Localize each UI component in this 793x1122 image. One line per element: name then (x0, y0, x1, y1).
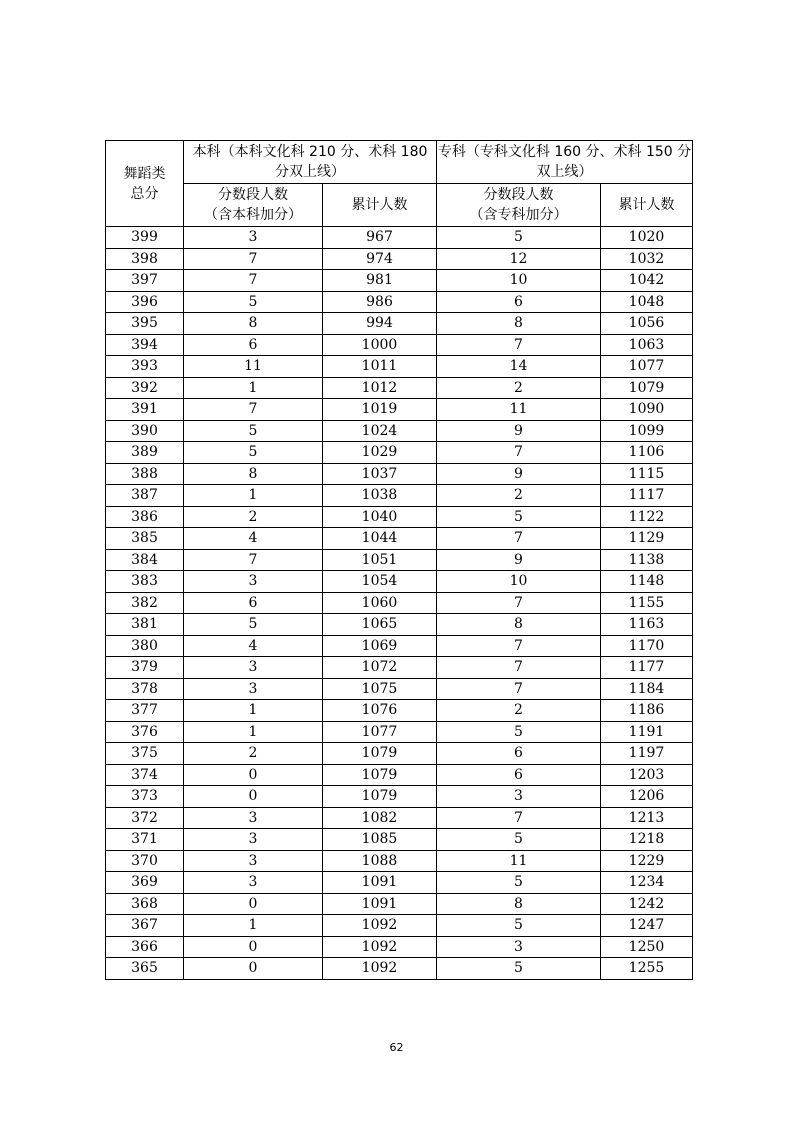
cell-junior-count: 6 (437, 743, 601, 765)
header-undergrad-count: 分数段人数 （含本科加分） (184, 184, 323, 227)
header-row-top (106, 141, 693, 184)
cell-junior-count: 5 (437, 227, 601, 249)
table-row (106, 377, 693, 399)
cell-junior-count: 10 (437, 270, 601, 292)
cell-undergrad-cumulative: 1072 (323, 657, 437, 679)
cell-undergrad-cumulative: 1091 (323, 893, 437, 915)
table-row (106, 291, 693, 313)
cell-undergrad-cumulative: 981 (323, 270, 437, 292)
cell-junior-count: 5 (437, 506, 601, 528)
table-row (106, 399, 693, 421)
cell-junior-cumulative: 1115 (601, 463, 693, 485)
cell-undergrad-cumulative: 1040 (323, 506, 437, 528)
cell-undergrad-count: 11 (184, 356, 323, 378)
cell-score: 379 (106, 657, 184, 679)
cell-undergrad-cumulative: 1079 (323, 743, 437, 765)
cell-score: 380 (106, 635, 184, 657)
cell-undergrad-count: 1 (184, 915, 323, 937)
table-row (106, 958, 693, 980)
cell-undergrad-cumulative: 1092 (323, 936, 437, 958)
header-row-sub (106, 184, 693, 227)
cell-score: 369 (106, 872, 184, 894)
cell-undergrad-cumulative: 1037 (323, 463, 437, 485)
cell-undergrad-count: 1 (184, 700, 323, 722)
table-row (106, 872, 693, 894)
cell-score: 368 (106, 893, 184, 915)
cell-junior-cumulative: 1255 (601, 958, 693, 980)
cell-undergrad-count: 5 (184, 442, 323, 464)
cell-junior-count: 2 (437, 700, 601, 722)
cell-score: 366 (106, 936, 184, 958)
cell-junior-count: 5 (437, 829, 601, 851)
table-row (106, 721, 693, 743)
cell-junior-count: 9 (437, 549, 601, 571)
cell-junior-cumulative: 1122 (601, 506, 693, 528)
cell-undergrad-count: 1 (184, 485, 323, 507)
cell-junior-cumulative: 1090 (601, 399, 693, 421)
cell-undergrad-count: 3 (184, 807, 323, 829)
table-row (106, 678, 693, 700)
cell-score: 387 (106, 485, 184, 507)
cell-junior-cumulative: 1206 (601, 786, 693, 808)
cell-undergrad-count: 1 (184, 377, 323, 399)
table-row (106, 420, 693, 442)
cell-undergrad-cumulative: 1076 (323, 700, 437, 722)
cell-junior-cumulative: 1020 (601, 227, 693, 249)
cell-score: 376 (106, 721, 184, 743)
cell-junior-count: 7 (437, 657, 601, 679)
table-row (106, 571, 693, 593)
cell-junior-count: 9 (437, 463, 601, 485)
cell-undergrad-cumulative: 1075 (323, 678, 437, 700)
cell-undergrad-count: 7 (184, 270, 323, 292)
cell-junior-count: 7 (437, 528, 601, 550)
cell-junior-cumulative: 1032 (601, 248, 693, 270)
cell-junior-cumulative: 1048 (601, 291, 693, 313)
cell-junior-count: 7 (437, 592, 601, 614)
cell-undergrad-count: 3 (184, 678, 323, 700)
cell-undergrad-count: 2 (184, 506, 323, 528)
cell-undergrad-cumulative: 1085 (323, 829, 437, 851)
table-row (106, 248, 693, 270)
cell-undergrad-cumulative: 1088 (323, 850, 437, 872)
cell-score: 386 (106, 506, 184, 528)
table-row (106, 700, 693, 722)
cell-score: 397 (106, 270, 184, 292)
table-row (106, 227, 693, 249)
cell-junior-count: 5 (437, 958, 601, 980)
cell-undergrad-cumulative: 1092 (323, 958, 437, 980)
cell-score: 375 (106, 743, 184, 765)
cell-undergrad-cumulative: 1029 (323, 442, 437, 464)
cell-score: 370 (106, 850, 184, 872)
cell-undergrad-cumulative: 986 (323, 291, 437, 313)
cell-score: 384 (106, 549, 184, 571)
cell-score: 378 (106, 678, 184, 700)
cell-junior-cumulative: 1117 (601, 485, 693, 507)
cell-undergrad-count: 6 (184, 334, 323, 356)
cell-undergrad-count: 5 (184, 420, 323, 442)
table-row (106, 657, 693, 679)
cell-junior-cumulative: 1197 (601, 743, 693, 765)
table-row (106, 936, 693, 958)
cell-undergrad-count: 3 (184, 657, 323, 679)
header-undergrad-cumulative: 累计人数 (323, 184, 437, 227)
cell-undergrad-count: 3 (184, 571, 323, 593)
table-row (106, 850, 693, 872)
cell-undergrad-cumulative: 1077 (323, 721, 437, 743)
cell-junior-cumulative: 1213 (601, 807, 693, 829)
cell-junior-cumulative: 1063 (601, 334, 693, 356)
cell-junior-cumulative: 1042 (601, 270, 693, 292)
cell-junior-cumulative: 1106 (601, 442, 693, 464)
cell-undergrad-count: 7 (184, 399, 323, 421)
cell-junior-count: 7 (437, 678, 601, 700)
cell-undergrad-cumulative: 1091 (323, 872, 437, 894)
cell-junior-cumulative: 1184 (601, 678, 693, 700)
cell-junior-cumulative: 1155 (601, 592, 693, 614)
cell-junior-cumulative: 1148 (601, 571, 693, 593)
cell-score: 396 (106, 291, 184, 313)
cell-junior-count: 5 (437, 872, 601, 894)
cell-score: 399 (106, 227, 184, 249)
cell-junior-count: 7 (437, 334, 601, 356)
cell-junior-cumulative: 1099 (601, 420, 693, 442)
cell-junior-cumulative: 1250 (601, 936, 693, 958)
table-header (106, 141, 693, 227)
table-body (106, 227, 693, 980)
cell-undergrad-cumulative: 1012 (323, 377, 437, 399)
cell-score: 382 (106, 592, 184, 614)
cell-undergrad-cumulative: 1044 (323, 528, 437, 550)
cell-undergrad-count: 6 (184, 592, 323, 614)
cell-undergrad-count: 7 (184, 248, 323, 270)
cell-score: 390 (106, 420, 184, 442)
cell-undergrad-cumulative: 1060 (323, 592, 437, 614)
cell-undergrad-cumulative: 1054 (323, 571, 437, 593)
table-row (106, 549, 693, 571)
cell-undergrad-count: 0 (184, 936, 323, 958)
cell-undergrad-cumulative: 1011 (323, 356, 437, 378)
score-distribution-table (105, 140, 693, 980)
cell-junior-count: 6 (437, 291, 601, 313)
cell-junior-count: 9 (437, 420, 601, 442)
cell-undergrad-count: 8 (184, 463, 323, 485)
cell-undergrad-count: 4 (184, 635, 323, 657)
table-row (106, 915, 693, 937)
cell-score: 374 (106, 764, 184, 786)
cell-score: 381 (106, 614, 184, 636)
cell-undergrad-cumulative: 1024 (323, 420, 437, 442)
table-row (106, 807, 693, 829)
cell-undergrad-cumulative: 1051 (323, 549, 437, 571)
cell-undergrad-count: 3 (184, 850, 323, 872)
header-junior-group: 专科（专科文化科 160 分、术科 150 分双上线） (437, 141, 693, 184)
cell-score: 395 (106, 313, 184, 335)
header-junior-cumulative: 累计人数 (601, 184, 693, 227)
cell-junior-cumulative: 1177 (601, 657, 693, 679)
table-row (106, 893, 693, 915)
cell-junior-count: 11 (437, 850, 601, 872)
cell-score: 365 (106, 958, 184, 980)
cell-undergrad-count: 3 (184, 872, 323, 894)
cell-undergrad-cumulative: 1079 (323, 786, 437, 808)
cell-score: 391 (106, 399, 184, 421)
cell-junior-count: 7 (437, 635, 601, 657)
cell-junior-count: 14 (437, 356, 601, 378)
table-row (106, 829, 693, 851)
table-row (106, 592, 693, 614)
cell-junior-cumulative: 1077 (601, 356, 693, 378)
table-row (106, 442, 693, 464)
table-row (106, 528, 693, 550)
table-row (106, 356, 693, 378)
table-row (106, 743, 693, 765)
cell-undergrad-cumulative: 1079 (323, 764, 437, 786)
table-row (106, 614, 693, 636)
table-row (106, 463, 693, 485)
cell-junior-count: 7 (437, 807, 601, 829)
cell-undergrad-count: 2 (184, 743, 323, 765)
cell-junior-count: 8 (437, 313, 601, 335)
cell-undergrad-cumulative: 974 (323, 248, 437, 270)
table-row (106, 270, 693, 292)
cell-score: 383 (106, 571, 184, 593)
cell-score: 371 (106, 829, 184, 851)
cell-junior-count: 6 (437, 764, 601, 786)
cell-undergrad-cumulative: 1065 (323, 614, 437, 636)
cell-junior-count: 10 (437, 571, 601, 593)
header-total-score: 舞蹈类 总分 (106, 141, 184, 227)
cell-junior-cumulative: 1079 (601, 377, 693, 399)
cell-junior-cumulative: 1170 (601, 635, 693, 657)
table-row (106, 764, 693, 786)
table-row (106, 485, 693, 507)
cell-junior-count: 12 (437, 248, 601, 270)
cell-junior-count: 11 (437, 399, 601, 421)
cell-score: 385 (106, 528, 184, 550)
cell-junior-count: 8 (437, 614, 601, 636)
cell-undergrad-cumulative: 1069 (323, 635, 437, 657)
cell-junior-cumulative: 1218 (601, 829, 693, 851)
cell-undergrad-count: 8 (184, 313, 323, 335)
cell-undergrad-cumulative: 994 (323, 313, 437, 335)
cell-score: 367 (106, 915, 184, 937)
header-undergrad-group: 本科（本科文化科 210 分、术科 180 分双上线） (184, 141, 437, 184)
cell-undergrad-cumulative: 1000 (323, 334, 437, 356)
cell-junior-cumulative: 1203 (601, 764, 693, 786)
cell-score: 377 (106, 700, 184, 722)
cell-score: 373 (106, 786, 184, 808)
cell-undergrad-cumulative: 967 (323, 227, 437, 249)
header-junior-count: 分数段人数 （含专科加分） (437, 184, 601, 227)
cell-undergrad-count: 4 (184, 528, 323, 550)
cell-score: 393 (106, 356, 184, 378)
cell-undergrad-cumulative: 1082 (323, 807, 437, 829)
table-row (106, 313, 693, 335)
cell-junior-count: 2 (437, 485, 601, 507)
cell-junior-count: 7 (437, 442, 601, 464)
cell-junior-cumulative: 1247 (601, 915, 693, 937)
cell-score: 389 (106, 442, 184, 464)
table-row (106, 635, 693, 657)
cell-junior-count: 3 (437, 786, 601, 808)
table-row (106, 334, 693, 356)
cell-undergrad-count: 1 (184, 721, 323, 743)
cell-undergrad-count: 5 (184, 291, 323, 313)
cell-score: 392 (106, 377, 184, 399)
cell-junior-count: 5 (437, 721, 601, 743)
cell-undergrad-count: 3 (184, 829, 323, 851)
cell-undergrad-count: 5 (184, 614, 323, 636)
cell-junior-cumulative: 1129 (601, 528, 693, 550)
cell-junior-count: 8 (437, 893, 601, 915)
cell-junior-cumulative: 1163 (601, 614, 693, 636)
cell-junior-count: 5 (437, 915, 601, 937)
cell-undergrad-cumulative: 1019 (323, 399, 437, 421)
cell-junior-cumulative: 1191 (601, 721, 693, 743)
cell-junior-cumulative: 1138 (601, 549, 693, 571)
cell-undergrad-count: 7 (184, 549, 323, 571)
cell-junior-cumulative: 1229 (601, 850, 693, 872)
cell-junior-cumulative: 1186 (601, 700, 693, 722)
page-number: 62 (389, 1041, 404, 1054)
cell-undergrad-count: 0 (184, 893, 323, 915)
cell-score: 372 (106, 807, 184, 829)
cell-junior-cumulative: 1242 (601, 893, 693, 915)
cell-undergrad-count: 3 (184, 227, 323, 249)
cell-junior-count: 3 (437, 936, 601, 958)
table-row (106, 506, 693, 528)
cell-undergrad-cumulative: 1038 (323, 485, 437, 507)
table-row (106, 786, 693, 808)
cell-junior-cumulative: 1056 (601, 313, 693, 335)
cell-junior-count: 2 (437, 377, 601, 399)
cell-score: 398 (106, 248, 184, 270)
cell-score: 388 (106, 463, 184, 485)
cell-undergrad-cumulative: 1092 (323, 915, 437, 937)
cell-junior-cumulative: 1234 (601, 872, 693, 894)
cell-undergrad-count: 0 (184, 764, 323, 786)
cell-undergrad-count: 0 (184, 958, 323, 980)
cell-undergrad-count: 0 (184, 786, 323, 808)
cell-score: 394 (106, 334, 184, 356)
